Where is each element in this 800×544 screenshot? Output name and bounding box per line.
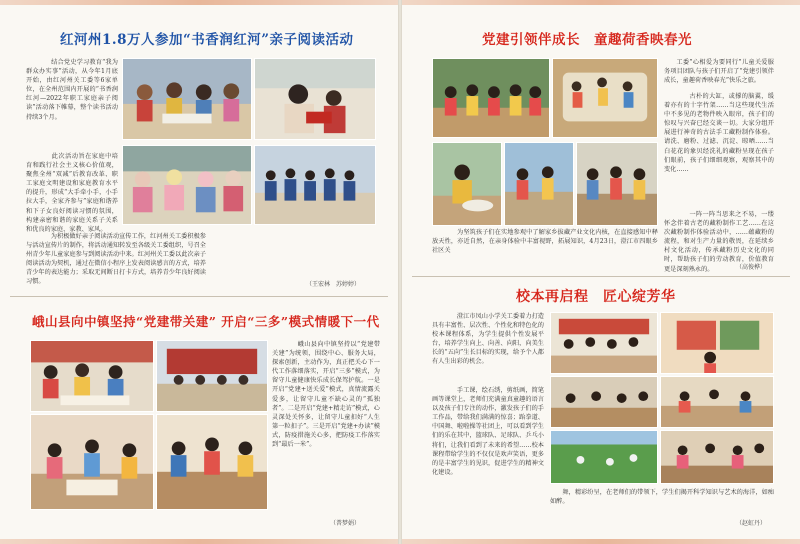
photo-group-workshop — [576, 142, 658, 226]
article-credit: （王宏林 苏婷婷） — [306, 281, 361, 288]
section-divider — [10, 296, 388, 297]
bottom-decor-band — [0, 539, 398, 544]
article-text-col4-right: 一阵一阵当思来之不易，一缕怀念伴着古老的藏粉制作工艺……在这次藏粉制作体验活动中，……蕴藏粉的流程，和对生产力量的敬畏，在延续乡村文化活动，传承藏粉历史文化的同时，帮助孩子们的劳动教育，价值教育更是深刻熟永的。 — [664, 211, 774, 273]
article-title-lotus: 党建引领伴成长 童趣荷香映春光 — [482, 32, 692, 48]
photo-student-painting — [660, 312, 774, 374]
article-text-col3-school: 舞，精彩纷呈，在老师们的带领下，学生们揭开科学知识与艺术的海洋，如痴如醉。 — [550, 489, 774, 506]
left-page — [0, 0, 398, 544]
section-divider-right — [412, 276, 790, 277]
article-title-party-building: 峨山县向中镇坚持“党建带关建” 开启“三多”模式情暖下一代 — [32, 314, 380, 329]
photo-children-outdoors — [504, 142, 574, 226]
top-decor-band-right — [402, 0, 800, 5]
article-credit-school: （赵虹丹） — [736, 520, 767, 527]
photo-football-field — [550, 430, 658, 484]
photo-art-class — [660, 376, 774, 428]
photo-children-handcraft — [30, 340, 154, 412]
bottom-decor-band-right — [402, 539, 800, 544]
photo-kids-puzzle-game — [30, 414, 154, 510]
article-text-col1-right: 工委”心相爱为要同行”儿童关爱服务项目团队与孩子们开启了“党建引领伴成长，童趣荷香映春光”快乐之旅。 — [664, 59, 774, 85]
photo-craft-class — [550, 376, 658, 428]
photo-mother-child-reading — [254, 58, 376, 140]
photo-child-with-basin — [432, 142, 502, 226]
article-credit-lotus: （高俊桦） — [736, 264, 767, 271]
top-decor-band — [0, 0, 398, 5]
article-text-col1-school: 澄江市凤山小学关工委着力打造具有丰富性、层次性、个性化和特色化的校本课程体系，为学生提供个性发展平台，培养学生向上、向善、向阳，向美生长的“五向”生长目标的实现，给予个人都有人生出彩的机会。 — [432, 313, 544, 366]
photo-activity-table — [156, 414, 268, 510]
article-title-school-curriculum: 校本再启程 匠心绽芳华 — [516, 289, 676, 305]
photo-dance-class — [660, 430, 774, 484]
photo-lotus-group — [432, 58, 550, 138]
article-text-col1: 结合党史学习教育“我为群众办实事”活动，从今年1月底开始，由红河州关工委等6家单位，在全州范围内开展的“书香润红河—2022年职工家庭亲子阅读”活动落下帷幕，整个读书活动持续3个月。 — [26, 59, 118, 121]
photo-starch-making — [552, 58, 658, 138]
photo-children-reading-group — [122, 58, 252, 140]
article-text-party-building: 峨山县向中镇坚持以“党建带关建”为统领，围绕中心、服务大局，探索创新，主动作为，真正把关心下一代工作落细落实，开启“三多”模式，为留守儿童健康快乐成长保驾护航。一是开启“党建+送关爱”模式，真情流露关爱多，让留守儿童不缺心灵的“孤独者”。二是开启“党建+精走访”模式，心灵深处关怀多，让留守儿童扣好“人生第一粒扣子”。三是开启“党建+办读”模式，防疫措施关心多，把防疫工作落实到“最后一米”。 — [272, 341, 380, 449]
article-text-col2-right: 古朴的大缸，或撑的脑翼，缓着亦有的十字竹架……当这些现代生活中不多见的老物件映入眼帘，孩子们的惊叹与兴奋已经交谈一切。大家分组开展进行神奇的古法手工藏粉制作体验。请洗、磨粉、过滤、沉淀、晾晒……当白花花的象贝经洗礼的藏粉呈现在孩子们眼前，孩子们细细观察，观察其中的变化…… — [664, 93, 774, 173]
article-title-reading-activity: 红河州1.8万人参加“书香润红河”亲子阅读活动 — [60, 32, 354, 48]
article-text-col2-school: 手工课，绘石绣，剪纸画，简笔画等课堂上，老师们充满童真童趣的语言以及孩子们专注的动作，激发孩子们的手工作品，带给我们满满的惊喜；跆拳道、中国舞、啦啦操等社团上，可以看到学生们的乐在其中，篮球队、足球队、乒乓小将们，让我们看到了未来的希望……校本课程带给学生的不仅仅是欢声笑语，更多的是丰富学生的见识，促进学生的精神文化建设。 — [432, 387, 544, 476]
photo-meeting-room — [156, 340, 268, 412]
article-text-col3: 为积极做好亲子阅读活动宣传工作，红河州关工委积极参与活动宣传片的制作，将活动通知转发至各级关工委组织，号召全州青少年儿童家庭参与到阅读活动中来。红河州关工委以此次亲子阅读活动为契机，通过在微信小程序上发表阅读感言的方式，培养青少年的表达能力；采取无间断日打卡方式，培养青少年良好阅读习惯。 — [26, 233, 206, 286]
photo-classroom-reading — [254, 145, 376, 225]
photo-calligraphy-class — [550, 312, 658, 374]
photo-outdoor-reading-kids — [122, 145, 252, 225]
article-text-col2: 此次活动旨在家庭中培育和践行社会主义核心价值观，聚焦全州“双减”后教育改革、职工家庭文明建设和家庭教育水平的提升，形成“大手牵小手，小手拉大手，全家齐参与”家庭和谐养和下子女良好阅读习惯的氛围，构建亲密和谐的家庭关系子关系和优良的家庭、家教、家风。 — [26, 153, 118, 233]
article-credit-party: （普梦娟） — [330, 520, 361, 527]
right-page — [402, 0, 800, 544]
article-text-col3-right: 为坚筑孩子们在实地参观中了解家乡拔藏产业文化内核，在直接感知中释放天性，亦近自然，在亲身体验中丰富视野，拓展知识，4月23日，澄江市四眼乡社区关 — [432, 229, 658, 255]
